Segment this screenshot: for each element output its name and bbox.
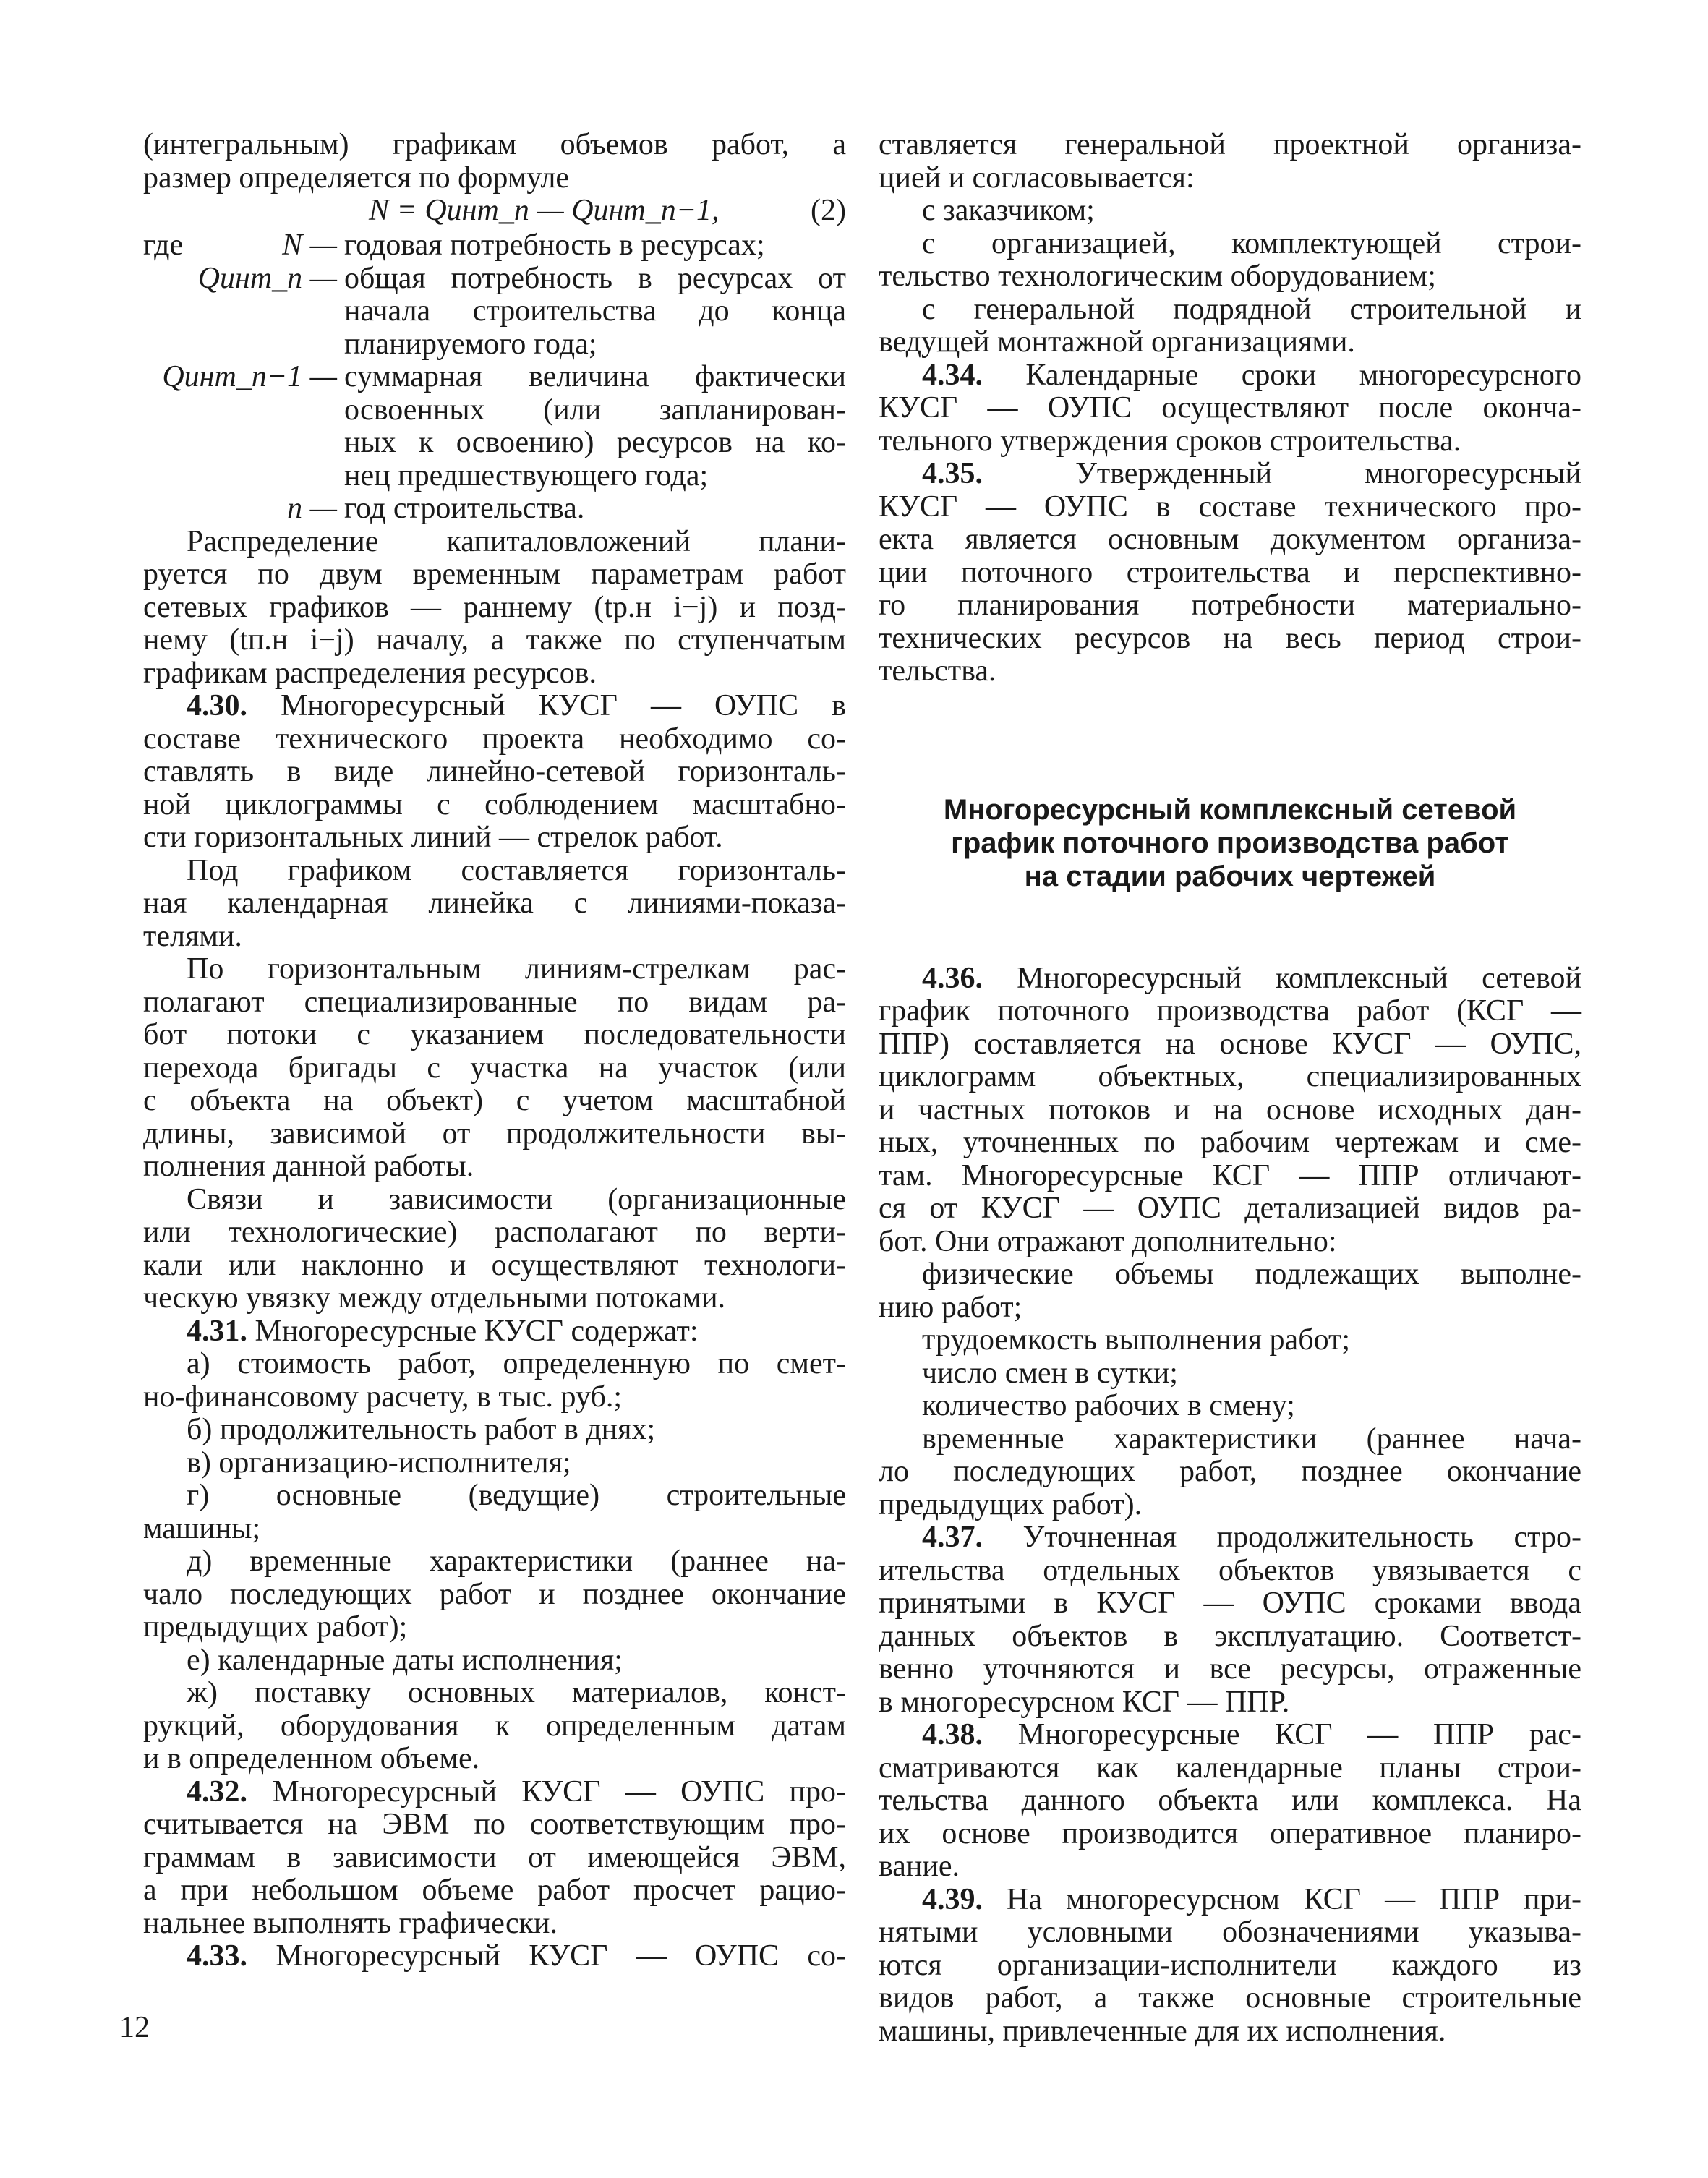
text-line: кали или наклонно и осуществляют технологи- bbox=[143, 1248, 846, 1282]
text-line: КУСГ — ОУПС в составе технического про- bbox=[879, 490, 1581, 524]
text-line: ставляется генеральной проектной организа- bbox=[879, 128, 1581, 161]
text-line: составе технического проекта необходимо со- bbox=[143, 722, 846, 756]
text-line: Многоресурсные КУСГ содержат: bbox=[255, 1314, 699, 1348]
heading-line: график поточного производства работ bbox=[951, 827, 1509, 859]
text-line: физические объемы подлежащих выполне- bbox=[922, 1257, 1581, 1291]
formula-number: (2) bbox=[811, 194, 846, 227]
list-item: машины; bbox=[143, 1511, 261, 1545]
text-line: венно уточняются и все ресурсы, отраженные bbox=[879, 1652, 1581, 1686]
text-line: ведущей монтажной организациями. bbox=[879, 325, 1355, 359]
text-line: видов работ, а также основные строительные bbox=[879, 1981, 1581, 2015]
text-line: в многоресурсном КСГ — ППР. bbox=[879, 1685, 1290, 1719]
text-line: с генеральной подрядной строительной и bbox=[922, 292, 1581, 326]
text-line: граммам в зависимости от имеющейся ЭВМ, bbox=[143, 1840, 846, 1874]
paragraph-4-35 bbox=[879, 458, 1581, 688]
text-line: принятыми в КУСГ — ОУПС сроками ввода bbox=[879, 1586, 1581, 1620]
text-line: длины, зависимой от продолжительности вы- bbox=[143, 1116, 846, 1150]
text-line: нему (tп.н i−j) началу, а также по ступенчатым bbox=[143, 623, 846, 657]
text-line: нальнее выполнять графически. bbox=[143, 1906, 558, 1940]
text-line: и частных потоков и на основе исходных дан- bbox=[879, 1093, 1581, 1127]
definition: год строительства. bbox=[344, 492, 585, 525]
text-line: вание. bbox=[879, 1850, 960, 1883]
list-item: б) продолжительность работ в днях; bbox=[187, 1413, 656, 1446]
definition: планируемого года; bbox=[344, 327, 597, 361]
text-line: бот потоки с указанием последовательности bbox=[143, 1018, 846, 1051]
page-number: 12 bbox=[119, 2011, 150, 2044]
text-line: ются организации-исполнители каждого из bbox=[879, 1948, 1581, 1982]
list-item: но-финансовому расчету, в тыс. руб.; bbox=[143, 1380, 622, 1414]
text-line: Уточненная продолжительность стро- bbox=[1022, 1521, 1582, 1554]
definition: суммарная величина фактически bbox=[344, 360, 846, 393]
list-item: е) календарные даты исполнения; bbox=[187, 1643, 623, 1677]
clause-number: 4.35. bbox=[922, 457, 983, 490]
list-item: д) временные характеристики (раннее на- bbox=[187, 1545, 846, 1578]
text-line: данных объектов в эксплуатацию. Соответст- bbox=[879, 1619, 1581, 1653]
text-line: тельства. bbox=[879, 654, 996, 688]
clause-number: 4.31. bbox=[187, 1314, 247, 1348]
text-line: Под графиком составляется горизонталь- bbox=[187, 853, 846, 887]
text-line: а при небольшом объеме работ просчет рацио- bbox=[143, 1874, 846, 1907]
paragraph-4-39 bbox=[879, 1884, 1581, 2049]
list-item: г) основные (ведущие) строительные bbox=[187, 1479, 846, 1512]
where-word: где bbox=[143, 229, 184, 262]
list-item: рукций, оборудования к определенным датам bbox=[143, 1709, 846, 1743]
text-line: тельного утверждения сроков строительства. bbox=[879, 424, 1461, 458]
paragraph-under-chart bbox=[143, 855, 846, 954]
text-line: трудоемкость выполнения работ; bbox=[922, 1323, 1351, 1357]
text-line: нятыми условными обозначениями указыва- bbox=[879, 1916, 1581, 1949]
definition: ных к освоению) ресурсов на ко- bbox=[344, 426, 846, 459]
text-line: сетевых графиков — раннему (tр.н i−j) и позд- bbox=[143, 590, 846, 624]
text-line: руется по двум временным параметрам работ bbox=[143, 558, 846, 591]
paragraph-links bbox=[143, 1184, 846, 1315]
clause-number: 4.32. bbox=[187, 1775, 247, 1808]
text-line: Утвержденный многоресурсный bbox=[1075, 457, 1581, 490]
text-line: с заказчиком; bbox=[922, 194, 1095, 227]
clause-number: 4.33. bbox=[187, 1939, 247, 1973]
right-column bbox=[879, 129, 1581, 2048]
text-line: екта является основным документом организа- bbox=[879, 523, 1581, 556]
text-line: (интегральным) графикам объемов работ, а bbox=[143, 128, 846, 161]
paragraph-4-32 bbox=[143, 1776, 846, 1941]
text-line: перехода бригады с участка на участок (или bbox=[143, 1051, 846, 1085]
text-line: На многоресурсном КСГ — ППР при- bbox=[1006, 1882, 1581, 1916]
paragraph-4-37 bbox=[879, 1521, 1581, 1719]
text-line: телями. bbox=[143, 919, 242, 953]
definition: нец предшествующего года; bbox=[344, 458, 709, 492]
text-line: Связи и зависимости (организационные bbox=[187, 1182, 846, 1216]
heading-line: на стадии рабочих чертежей bbox=[1024, 860, 1436, 892]
formula-expression: N = Qинт_n — Qинт_n−1, bbox=[369, 194, 720, 227]
text-line: го планирования потребности материально- bbox=[879, 589, 1581, 622]
clause-number: 4.30. bbox=[187, 689, 247, 722]
symbol: n — bbox=[287, 492, 337, 525]
text-line: ППР) составляется на основе КУСГ — ОУПС, bbox=[879, 1027, 1581, 1061]
text-line: ции поточного строительства и перспективно- bbox=[879, 555, 1581, 589]
left-column bbox=[143, 129, 846, 1973]
symbol: Qинт_n−1 — bbox=[162, 360, 337, 393]
text-line: там. Многоресурсные КСГ — ППР отличают- bbox=[879, 1158, 1581, 1192]
text-line: Календарные сроки многоресурсного bbox=[1025, 358, 1581, 392]
text-line: ло последующих работ, позднее окончание bbox=[879, 1455, 1581, 1488]
text-line: ставлять в виде линейно-сетевой горизонталь- bbox=[143, 755, 846, 788]
text-line: размер определяется по формуле bbox=[143, 161, 570, 195]
paragraph-lines bbox=[143, 953, 846, 1184]
text-line: их основе производится оперативное планиро- bbox=[879, 1816, 1581, 1850]
clause-number: 4.38. bbox=[922, 1718, 983, 1751]
clause-number: 4.37. bbox=[922, 1521, 983, 1554]
clause-number: 4.36. bbox=[922, 961, 983, 995]
text-line: КУСГ — ОУПС осуществляют после оконча- bbox=[879, 391, 1581, 424]
text-line: Многоресурсные КСГ — ППР рас- bbox=[1017, 1718, 1582, 1751]
text-line: технических ресурсов на весь период строи- bbox=[879, 621, 1581, 655]
text-line: Многоресурсный комплексный сетевой bbox=[1017, 961, 1581, 995]
text-line: полагают специализированные по видам ра- bbox=[143, 985, 846, 1019]
text-line: с объекта на объект) с учетом масштабной bbox=[143, 1084, 846, 1117]
list-item: и в определенном объеме. bbox=[143, 1742, 480, 1775]
symbol: Qинт_n — bbox=[197, 261, 337, 295]
text-line: сматриваются как календарные планы строи- bbox=[879, 1751, 1581, 1785]
text-line: сти горизонтальных линий — стрелок работ. bbox=[143, 821, 723, 854]
heading-line: Многоресурсный комплексный сетевой bbox=[943, 793, 1517, 826]
list-contents bbox=[143, 1348, 846, 1776]
paragraph-4-30 bbox=[143, 690, 846, 855]
definition: освоенных (или запланирован- bbox=[344, 393, 846, 427]
list-item: а) стоимость работ, определенную по смет- bbox=[187, 1347, 846, 1380]
text-line: цией и согласовывается: bbox=[879, 161, 1195, 195]
text-line: ческую увязку между отдельными потоками. bbox=[143, 1281, 726, 1315]
list-item: предыдущих работ); bbox=[143, 1610, 408, 1644]
clause-number: 4.34. bbox=[922, 358, 983, 392]
paragraph-4-38 bbox=[879, 1719, 1581, 1884]
text-line: ительства отдельных объектов увязывается с bbox=[879, 1553, 1581, 1587]
text-line: Многоресурсный КУСГ — ОУПС про- bbox=[272, 1775, 847, 1808]
text-line: считывается на ЭВМ по соответствующим про- bbox=[143, 1808, 846, 1841]
list-item: чало последующих работ и позднее окончание bbox=[143, 1577, 846, 1611]
text-line: с организацией, комплектующей строи- bbox=[922, 226, 1581, 260]
text-line: ной циклограммы с соблюдением масштабно- bbox=[143, 787, 846, 821]
section-heading bbox=[879, 793, 1581, 893]
paragraph-4-36 bbox=[879, 962, 1581, 1259]
where-block bbox=[143, 229, 846, 526]
text-line: предыдущих работ). bbox=[879, 1487, 1143, 1521]
text-line: графикам распределения ресурсов. bbox=[143, 656, 597, 690]
text-line: график поточного производства работ (КСГ — bbox=[879, 994, 1581, 1028]
list-item: ж) поставку основных материалов, конст- bbox=[187, 1676, 846, 1709]
text-line: бот. Они отражают дополнительно: bbox=[879, 1224, 1337, 1258]
symbol: N — bbox=[282, 229, 337, 262]
definition: годовая потребность в ресурсах; bbox=[344, 229, 765, 262]
text-line: тельства данного объекта или комплекса. На bbox=[879, 1784, 1581, 1817]
text-line: По горизонтальным линиям-стрелкам рас- bbox=[187, 952, 846, 986]
text-line: Многоресурсный КУСГ — ОУПС со- bbox=[276, 1939, 847, 1973]
text-line: Распределение капиталовложений плани- bbox=[187, 524, 846, 558]
clause-number: 4.39. bbox=[922, 1882, 983, 1916]
text-line: временные характеристики (раннее нача- bbox=[922, 1422, 1581, 1456]
paragraph-4-34 bbox=[879, 359, 1581, 458]
text-line: или технологические) располагают по верти- bbox=[143, 1216, 846, 1249]
text-line: количество рабочих в смену; bbox=[922, 1389, 1295, 1422]
text-line: циклограмм объектных, специализированных bbox=[879, 1060, 1581, 1093]
text-line: число смен в сутки; bbox=[922, 1356, 1178, 1390]
list-item: в) организацию-исполнителя; bbox=[187, 1445, 571, 1479]
text-line: машины, привлеченные для их исполнения. bbox=[879, 2014, 1446, 2048]
text-line: ных, уточненных по рабочим чертежам и сме- bbox=[879, 1126, 1581, 1159]
text-line: нию работ; bbox=[879, 1290, 1022, 1324]
definition: начала строительства до конца bbox=[344, 294, 846, 328]
text-line: ся от КУСГ — ОУПС детализацией видов ра- bbox=[879, 1192, 1581, 1225]
formula-2 bbox=[143, 195, 846, 229]
paragraph-distribution bbox=[143, 526, 846, 691]
text-line: полнения данной работы. bbox=[143, 1150, 474, 1183]
text-line: ная календарная линейка с линиями-показа- bbox=[143, 887, 846, 920]
text-line: тельство технологическим оборудованием; bbox=[879, 260, 1436, 293]
definition: общая потребность в ресурсах от bbox=[344, 261, 846, 295]
text-line: Многоресурсный КУСГ — ОУПС в bbox=[281, 689, 846, 722]
